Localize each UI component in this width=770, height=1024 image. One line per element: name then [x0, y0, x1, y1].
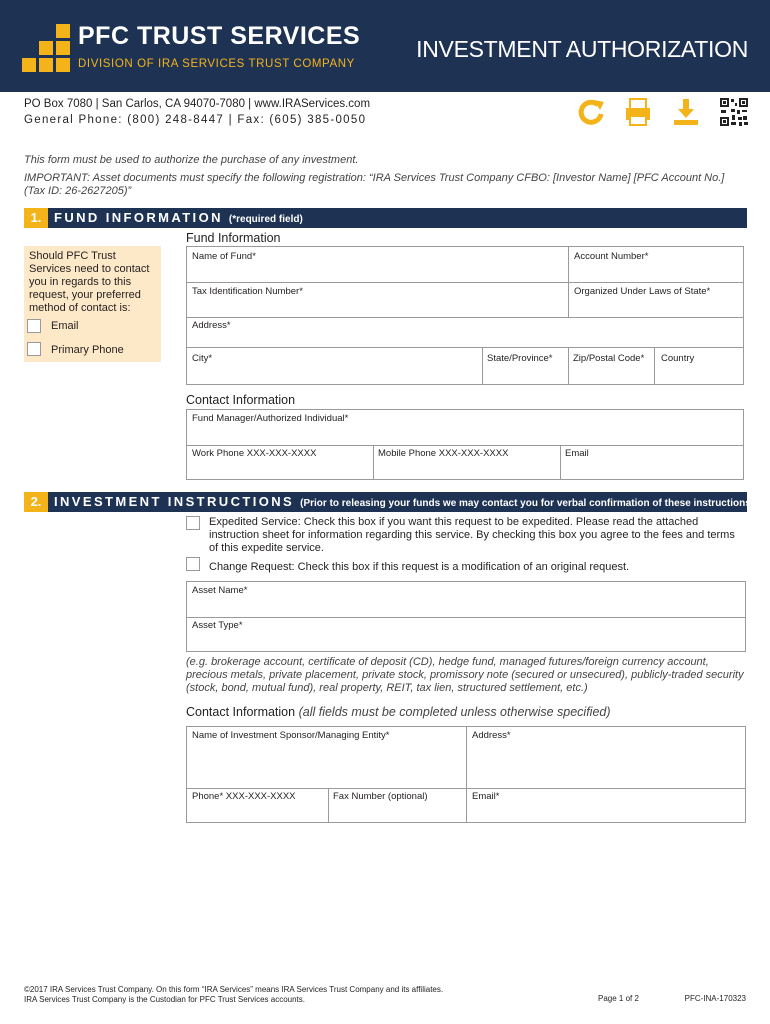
contact-preference-question: Should PFC Trust Services need to contact you in regards to this request, your preferred method of contact is: — [29, 250, 150, 314]
qr-code-icon — [718, 96, 750, 128]
divider — [373, 445, 374, 479]
divider — [482, 347, 483, 384]
country-field[interactable]: Country — [661, 353, 695, 364]
city-field[interactable]: City* — [192, 353, 213, 364]
asset-type-field[interactable]: Asset Type* — [192, 620, 243, 631]
divider — [187, 445, 743, 446]
intro-text: This form must be used to authorize the purchase of any investment. — [24, 154, 359, 166]
form-title: INVESTMENT AUTHORIZATION — [416, 36, 748, 62]
sponsor-address-field[interactable]: Address* — [472, 730, 511, 741]
contact-preference-panel — [24, 246, 161, 362]
fund-contact-form — [186, 409, 744, 480]
state-field[interactable]: State/Province* — [487, 353, 553, 364]
contact-info-title: Contact Information — [186, 393, 296, 407]
section-title: FUND INFORMATION — [54, 210, 223, 225]
page-number: Page 1 of 2 — [598, 994, 639, 1003]
logo-icon — [22, 24, 70, 72]
change-request-text: Change Request: Check this box if this request is a modification of an original request. — [209, 561, 630, 573]
name-of-fund-field[interactable]: Name of Fund* — [192, 251, 256, 262]
reset-icon[interactable] — [576, 96, 608, 128]
sponsor-name-field[interactable]: Name of Investment Sponsor/Managing Entity* — [192, 730, 390, 741]
divider — [560, 445, 561, 479]
email-checkbox[interactable] — [27, 319, 41, 333]
brand-name: PFC TRUST SERVICES — [78, 22, 361, 50]
investment-contact-note: (all fields must be completed unless otherwise specified) — [298, 705, 611, 719]
mobile-phone-field[interactable]: Mobile Phone XXX-XXX-XXXX — [378, 448, 509, 459]
address-field[interactable]: Address* — [192, 320, 231, 331]
primary-phone-option-label: Primary Phone — [51, 344, 124, 356]
divider — [187, 282, 743, 283]
primary-phone-checkbox[interactable] — [27, 342, 41, 356]
email-option-label: Email — [51, 320, 79, 332]
section-title: INVESTMENT INSTRUCTIONS — [54, 494, 295, 509]
divider — [654, 347, 655, 384]
page-header — [0, 0, 770, 92]
organized-under-field[interactable]: Organized Under Laws of State* — [574, 286, 711, 297]
divider — [187, 347, 743, 348]
asset-type-examples: (e.g. brokerage account, certificate of deposit (CD), hedge fund, managed futures/foreign currency account, precious metals, private placement, private stock, promissory note (secured or unsecured), publicly-traded security (stock, bond, mutual fund), real property, REIT, tax lien, structured settlement, etc.) — [186, 656, 744, 694]
sponsor-fax-field[interactable]: Fax Number (optional) — [333, 791, 428, 802]
asset-name-field[interactable]: Asset Name* — [192, 585, 248, 596]
divider — [568, 347, 569, 384]
section-2-header — [24, 492, 757, 512]
account-number-field[interactable]: Account Number* — [574, 251, 649, 262]
footer-copyright — [24, 985, 443, 1005]
verbal-confirmation-note: (Prior to releasing your funds we may contact you for verbal confirmation of these instructions.) — [300, 498, 757, 509]
change-request-checkbox[interactable] — [186, 557, 200, 571]
zip-field[interactable]: Zip/Postal Code* — [573, 353, 645, 364]
divider — [568, 247, 569, 317]
sponsor-email-field[interactable]: Email* — [472, 791, 500, 802]
tax-id-field[interactable]: Tax Identification Number* — [192, 286, 303, 297]
divider — [187, 617, 745, 618]
form-code: PFC-INA-170323 — [684, 994, 746, 1003]
brand-subtitle: DIVISION OF IRA SERVICES TRUST COMPANY — [78, 58, 355, 70]
required-note: (*required field) — [228, 214, 303, 225]
investment-contact-form — [186, 726, 746, 823]
divider — [328, 788, 329, 822]
section-number: 1. — [24, 208, 48, 228]
fund-info-title: Fund Information — [186, 231, 281, 245]
download-icon[interactable] — [670, 96, 702, 128]
expedited-service-text: Expedited Service: Check this box if you want this request to be expedited. Please read the attached instruction sheet for information regarding this service. By checking this box you agree to the fees and terms of this expedite service. — [209, 516, 735, 554]
work-phone-field[interactable]: Work Phone XXX-XXX-XXXX — [192, 448, 317, 459]
investment-contact-title: Contact Information — [186, 705, 296, 719]
section-1-header — [24, 208, 747, 228]
footer-line-2: IRA Services Trust Company is the Custodian for PFC Trust Services accounts. — [24, 995, 305, 1004]
print-icon[interactable] — [622, 96, 654, 128]
footer-line-1: ©2017 IRA Services Trust Company. On this form “IRA Services” means IRA Services Trust Company and its affiliates. — [24, 985, 444, 994]
important-note: IMPORTANT: Asset documents must specify the following registration: “IRA Services Trust Company CFBO: [Investor Name] [PFC Account No.] (Tax ID: 26-2627205)” — [24, 172, 725, 197]
fund-email-field[interactable]: Email — [565, 448, 589, 459]
address-line: PO Box 7080 | San Carlos, CA 94070-7080 | www.IRAServices.com — [24, 98, 371, 110]
divider — [187, 317, 743, 318]
section-number: 2. — [24, 492, 48, 512]
fund-info-form — [186, 246, 744, 385]
expedited-service-checkbox[interactable] — [186, 516, 200, 530]
divider — [466, 727, 467, 822]
phone-line: General Phone: (800) 248-8447 | Fax: (605) 385-0050 — [24, 114, 367, 126]
sponsor-phone-field[interactable]: Phone* XXX-XXX-XXXX — [192, 791, 296, 802]
asset-form — [186, 581, 746, 652]
fund-manager-field[interactable]: Fund Manager/Authorized Individual* — [192, 413, 349, 424]
